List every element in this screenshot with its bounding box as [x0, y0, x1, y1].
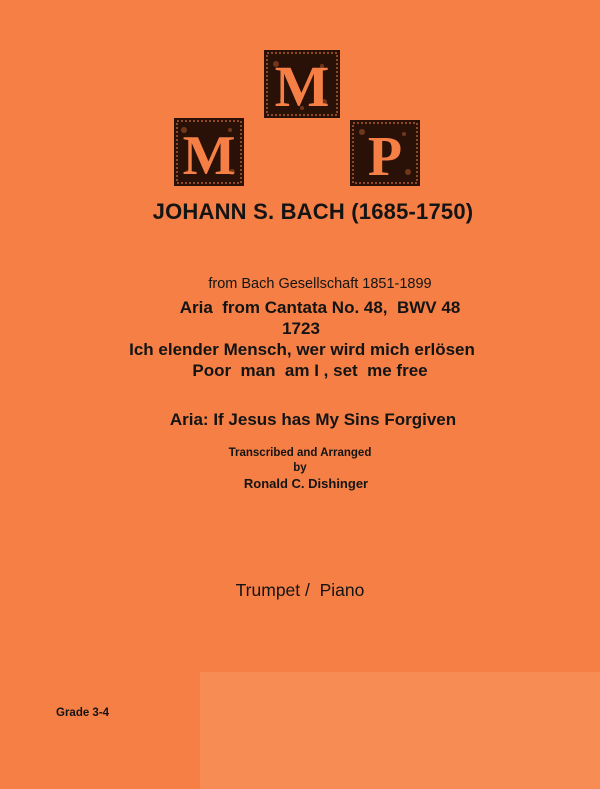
logo-letter-left: M	[182, 125, 236, 186]
alternate-title: Aria: If Jesus has My Sins Forgiven	[169, 410, 457, 429]
english-title: Poor man am I , set me free	[192, 361, 428, 380]
lighter-panel	[200, 672, 600, 789]
aria-title: Aria from Cantata No. 48, BWV 48	[179, 298, 461, 317]
source-line: from Bach Gesellschaft 1851-1899	[208, 276, 432, 292]
logo-letter-top: M	[274, 54, 330, 118]
year: 1723	[282, 319, 320, 338]
credit-line: Transcribed and Arranged	[228, 447, 372, 459]
grade-label: Grade 3-4	[56, 707, 110, 719]
credit-by: by	[293, 462, 307, 474]
composer-heading: JOHANN S. BACH (1685-1750)	[152, 199, 474, 224]
logo-tile-m-top	[264, 50, 340, 118]
german-title: Ich elender Mensch, wer wird mich erlösen	[129, 340, 475, 359]
logo-tile-m-left	[174, 118, 244, 186]
arranger-name: Ronald C. Dishinger	[243, 476, 369, 491]
logo-letter-right: P	[367, 126, 403, 186]
instrumentation: Trumpet / Piano	[235, 580, 365, 600]
logo-tile-p-right	[350, 120, 420, 186]
